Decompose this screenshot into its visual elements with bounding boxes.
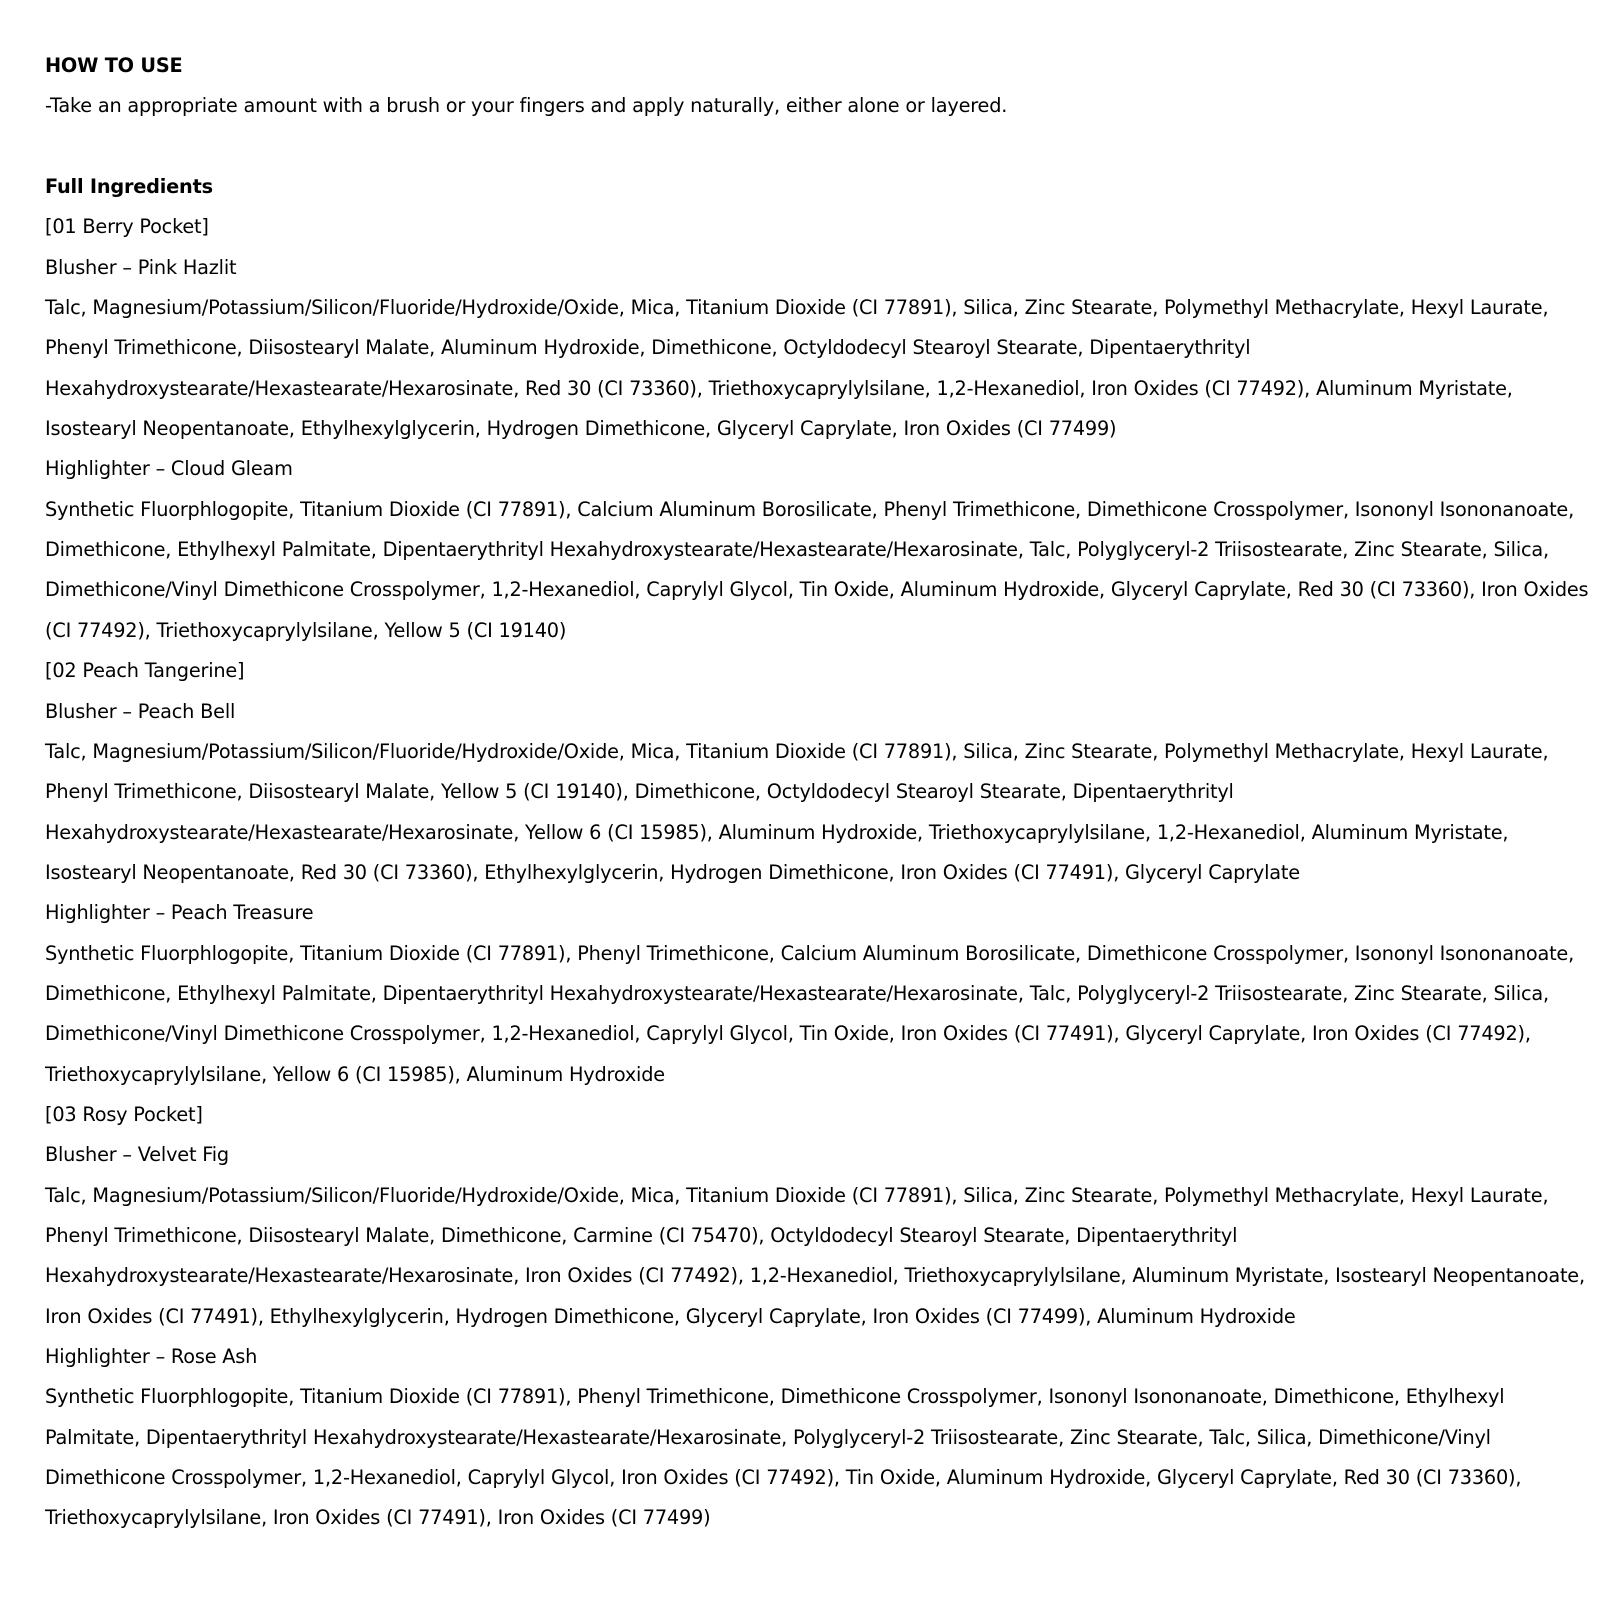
ingredient-line: Phenyl Trimethicone, Diisostearyl Malate, Yellow 5 (CI 19140), Dimethicone, Octyldodecyl Stearoyl Stearate, Dipentaerythrityl	[45, 780, 1234, 804]
ingredients-heading: Full Ingredients	[45, 175, 213, 199]
ingredient-line: Triethoxycaprylylsilane, Yellow 6 (CI 15985), Aluminum Hydroxide	[45, 1062, 665, 1086]
shade-label: Blusher – Peach Bell	[45, 699, 236, 723]
ingredient-line: Dimethicone Crosspolymer, 1,2-Hexanediol, Caprylyl Glycol, Iron Oxides (CI 77492), Tin Oxide, Aluminum Hydroxide, Glyceryl Caprylate, Red 30 (CI 73360),	[45, 1466, 1522, 1490]
product-name-rosy-pocket: [03 Rosy Pocket]	[45, 1102, 203, 1126]
product-name-peach-tangerine: [02 Peach Tangerine]	[45, 659, 245, 683]
shade-label: Blusher – Velvet Fig	[45, 1143, 229, 1167]
ingredient-line: Dimethicone, Ethylhexyl Palmitate, Dipentaerythrityl Hexahydroxystearate/Hexastearate/Hexarosinate, Talc, Polyglyceryl-2 Triisostearate, Zinc Stearate, Silica,	[45, 538, 1549, 562]
ingredient-line: Iron Oxides (CI 77491), Ethylhexylglycerin, Hydrogen Dimethicone, Glyceryl Caprylate, Iron Oxides (CI 77499), Aluminum Hydroxide	[45, 1304, 1296, 1328]
ingredients-section	[45, 167, 1589, 1539]
ingredient-line: Hexahydroxystearate/Hexastearate/Hexarosinate, Yellow 6 (CI 15985), Aluminum Hydroxide, Triethoxycaprylylsilane, 1,2-Hexanediol, Aluminum Myristate,	[45, 820, 1509, 844]
ingredient-line: Dimethicone, Ethylhexyl Palmitate, Dipentaerythrityl Hexahydroxystearate/Hexastearate/Hexarosinate, Talc, Polyglyceryl-2 Triisostearate, Zinc Stearate, Silica,	[45, 981, 1549, 1005]
ingredient-line: Dimethicone/Vinyl Dimethicone Crosspolymer, 1,2-Hexanediol, Caprylyl Glycol, Tin Oxide, Iron Oxides (CI 77491), Glyceryl Caprylate, Iron Oxides (CI 77492),	[45, 1022, 1531, 1046]
shade-label: Highlighter – Peach Treasure	[45, 901, 314, 925]
how-to-use-heading: HOW TO USE	[45, 54, 183, 77]
ingredient-line: Talc, Magnesium/Potassium/Silicon/Fluoride/Hydroxide/Oxide, Mica, Titanium Dioxide (CI 77891), Silica, Zinc Stearate, Polymethyl Methacrylate, Hexyl Laurate,	[45, 1183, 1549, 1207]
ingredient-line: Talc, Magnesium/Potassium/Silicon/Fluoride/Hydroxide/Oxide, Mica, Titanium Dioxide (CI 77891), Silica, Zinc Stearate, Polymethyl Methacrylate, Hexyl Laurate,	[45, 296, 1549, 320]
ingredient-line: Phenyl Trimethicone, Diisostearyl Malate, Aluminum Hydroxide, Dimethicone, Octyldodecyl Stearoyl Stearate, Dipentaerythrityl	[45, 336, 1251, 360]
ingredient-line: (CI 77492), Triethoxycaprylylsilane, Yellow 5 (CI 19140)	[45, 618, 567, 642]
how-to-use-text: -Take an appropriate amount with a brush or your fingers and apply naturally, either alone or layered.	[45, 94, 1008, 118]
shade-label: Highlighter – Cloud Gleam	[45, 457, 293, 481]
ingredient-line: Isostearyl Neopentanoate, Red 30 (CI 73360), Ethylhexylglycerin, Hydrogen Dimethicone, Iron Oxides (CI 77491), Glyceryl Caprylate	[45, 860, 1300, 884]
ingredient-line: Dimethicone/Vinyl Dimethicone Crosspolymer, 1,2-Hexanediol, Caprylyl Glycol, Tin Oxide, Aluminum Hydroxide, Glyceryl Caprylate, Red 30 (CI 73360), Iron Oxides	[45, 578, 1589, 602]
ingredient-line: Synthetic Fluorphlogopite, Titanium Dioxide (CI 77891), Calcium Aluminum Borosilicate, Phenyl Trimethicone, Dimethicone Crosspolymer, Isononyl Isononanoate,	[45, 497, 1575, 521]
ingredient-line: Triethoxycaprylylsilane, Iron Oxides (CI 77491), Iron Oxides (CI 77499)	[45, 1506, 711, 1530]
ingredient-line: Hexahydroxystearate/Hexastearate/Hexarosinate, Red 30 (CI 73360), Triethoxycaprylylsilane, 1,2-Hexanediol, Iron Oxides (CI 77492), Aluminum Myristate,	[45, 376, 1513, 400]
ingredient-line: Hexahydroxystearate/Hexastearate/Hexarosinate, Iron Oxides (CI 77492), 1,2-Hexanediol, Triethoxycaprylylsilane, Aluminum Myristate, Isostearyl Neopentanoate,	[45, 1264, 1585, 1288]
ingredient-line: Synthetic Fluorphlogopite, Titanium Dioxide (CI 77891), Phenyl Trimethicone, Dimethicone Crosspolymer, Isononyl Isononanoate, Dimethicone, Ethylhexyl	[45, 1385, 1505, 1409]
ingredient-line: Phenyl Trimethicone, Diisostearyl Malate, Dimethicone, Carmine (CI 75470), Octyldodecyl Stearoyl Stearate, Dipentaerythrityl	[45, 1223, 1238, 1247]
product-name-berry-pocket: [01 Berry Pocket]	[45, 215, 209, 239]
how-to-use-section	[45, 46, 1556, 127]
shade-label: Blusher – Pink Hazlit	[45, 255, 237, 279]
ingredient-line: Talc, Magnesium/Potassium/Silicon/Fluoride/Hydroxide/Oxide, Mica, Titanium Dioxide (CI 77891), Silica, Zinc Stearate, Polymethyl Methacrylate, Hexyl Laurate,	[45, 739, 1549, 763]
ingredient-line: Synthetic Fluorphlogopite, Titanium Dioxide (CI 77891), Phenyl Trimethicone, Calcium Aluminum Borosilicate, Dimethicone Crosspolymer, Isononyl Isononanoate,	[45, 941, 1575, 965]
ingredient-line: Isostearyl Neopentanoate, Ethylhexylglycerin, Hydrogen Dimethicone, Glyceryl Caprylate, Iron Oxides (CI 77499)	[45, 417, 1117, 441]
shade-label: Highlighter – Rose Ash	[45, 1345, 258, 1368]
ingredient-line: Palmitate, Dipentaerythrityl Hexahydroxystearate/Hexastearate/Hexarosinate, Polyglyceryl-2 Triisostearate, Zinc Stearate, Talc, Silica, Dimethicone/Vinyl	[45, 1425, 1491, 1449]
section-spacer	[45, 127, 1556, 167]
